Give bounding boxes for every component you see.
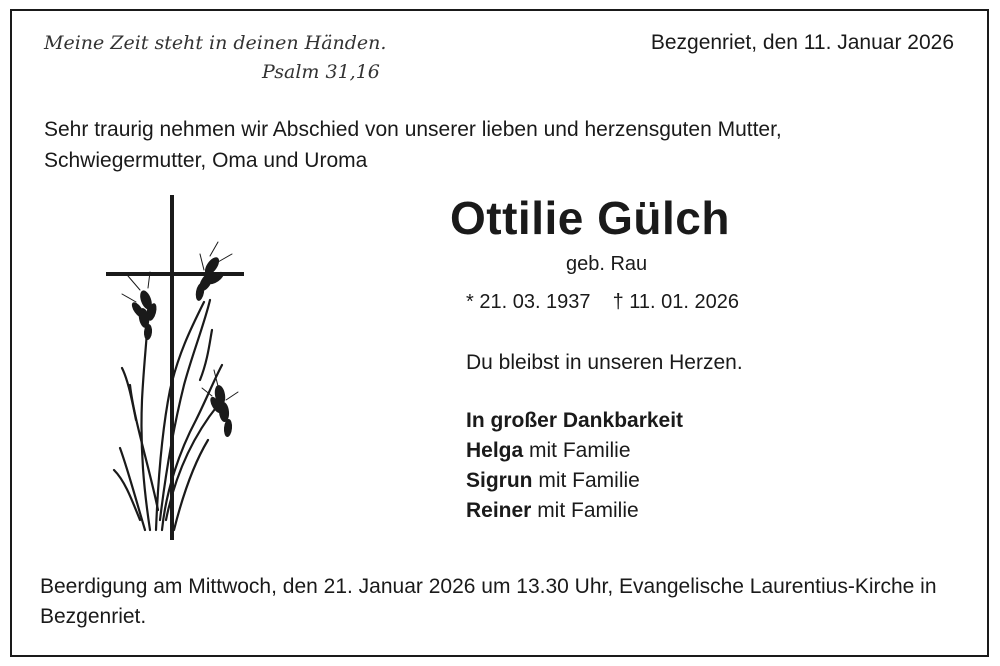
birth-name: geb. Rau	[566, 253, 648, 275]
birth-date: * 21. 03. 1937	[466, 291, 591, 313]
death-date: † 11. 01. 2026	[612, 291, 739, 313]
verse-reference: Psalm 31,16	[262, 61, 380, 83]
mourner-suffix: mit Familie	[532, 469, 640, 492]
life-dates	[466, 287, 739, 317]
mourner-suffix: mit Familie	[531, 499, 639, 522]
deceased-name: Ottilie Gülch	[450, 192, 730, 244]
mourner-name: Sigrun	[466, 469, 533, 492]
funeral-info: Beerdigung am Mittwoch, den 21. Januar 2026 um 13.30 Uhr, Evangelische Laurentius-Kirche in Bezgenriet.	[40, 575, 937, 628]
farewell-line: Du bleibst in unseren Herzen.	[466, 351, 743, 374]
mourner-name: Reiner	[466, 499, 532, 522]
intro-text: Sehr traurig nehmen wir Abschied von unserer lieben und herzensguten Mutter, Schwiegermutter, Oma und Uroma	[44, 118, 782, 172]
mourner-row	[466, 466, 683, 496]
mourner-row	[466, 496, 683, 526]
mourners-heading: In großer Dankbarkeit	[466, 409, 684, 432]
cross-with-wheat-icon	[100, 190, 260, 545]
place-date: Bezgenriet, den 11. Januar 2026	[650, 31, 954, 54]
mourner-row	[466, 436, 683, 466]
mourner-name: Helga	[466, 439, 524, 462]
mourner-suffix: mit Familie	[523, 439, 631, 462]
bible-verse: Meine Zeit steht in deinen Händen.	[44, 32, 387, 54]
mourners-block	[466, 406, 683, 526]
